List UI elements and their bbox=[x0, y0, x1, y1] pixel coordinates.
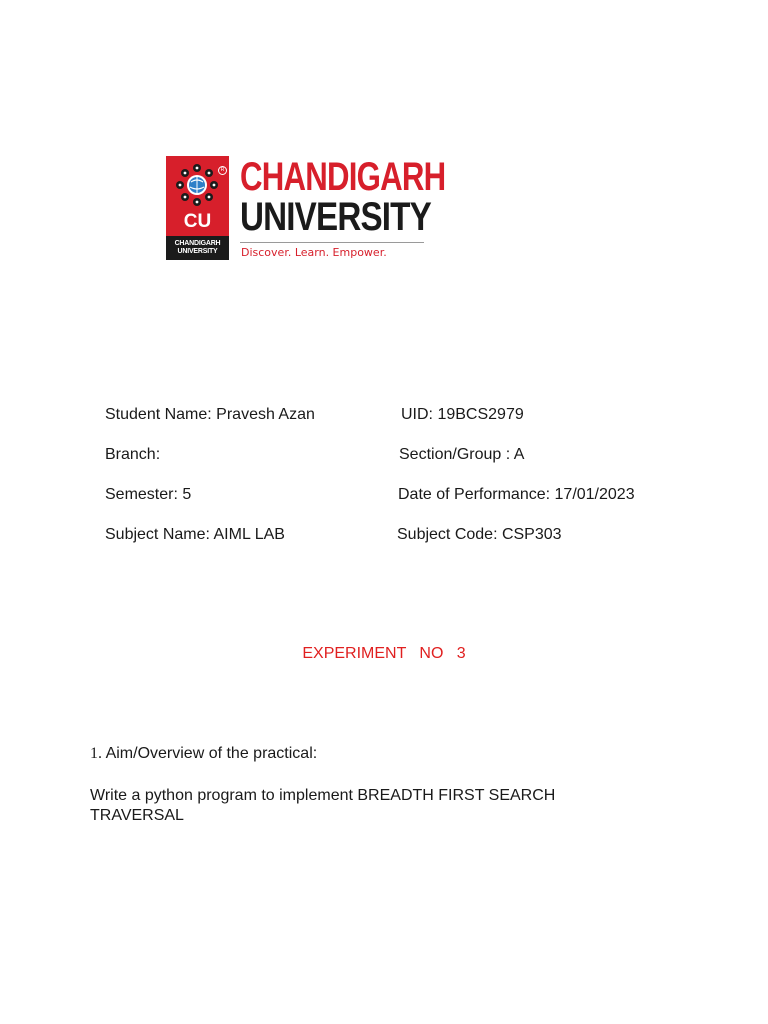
subject-name: Subject Name: AIML LAB bbox=[105, 526, 285, 543]
emblem-label-line2: UNIVERSITY bbox=[177, 248, 218, 255]
logo-name-line1: CHANDIGARH bbox=[240, 155, 446, 199]
gears-globe-icon bbox=[174, 162, 220, 210]
university-logo bbox=[166, 156, 456, 262]
aim-heading bbox=[90, 745, 317, 763]
aim-number: 1. bbox=[90, 745, 102, 762]
logo-tagline: Discover. Learn. Empower. bbox=[241, 246, 387, 259]
experiment-title: EXPERIMENT NO 3 bbox=[302, 645, 466, 662]
aim-body: Write a python program to implement BREADTH FIRST SEARCH TRAVERSAL bbox=[90, 787, 556, 824]
emblem-label-line1: CHANDIGARH bbox=[174, 240, 221, 247]
semester: Semester: 5 bbox=[105, 486, 192, 503]
logo-divider bbox=[240, 242, 424, 243]
registered-mark: R bbox=[218, 166, 227, 175]
branch-label: Branch: bbox=[105, 446, 161, 463]
date-of-performance: Date of Performance: 17/01/2023 bbox=[398, 486, 635, 503]
emblem-label bbox=[166, 236, 229, 260]
student-uid: UID: 19BCS2979 bbox=[401, 406, 524, 423]
section-group: Section/Group : A bbox=[399, 446, 525, 463]
subject-code: Subject Code: CSP303 bbox=[397, 526, 562, 543]
logo-name-line2: UNIVERSITY bbox=[240, 195, 431, 239]
aim-heading-text: Aim/Overview of the practical: bbox=[102, 745, 318, 762]
emblem-initials: CU bbox=[183, 211, 212, 232]
student-name: Student Name: Pravesh Azan bbox=[105, 406, 315, 423]
university-emblem bbox=[166, 156, 229, 260]
